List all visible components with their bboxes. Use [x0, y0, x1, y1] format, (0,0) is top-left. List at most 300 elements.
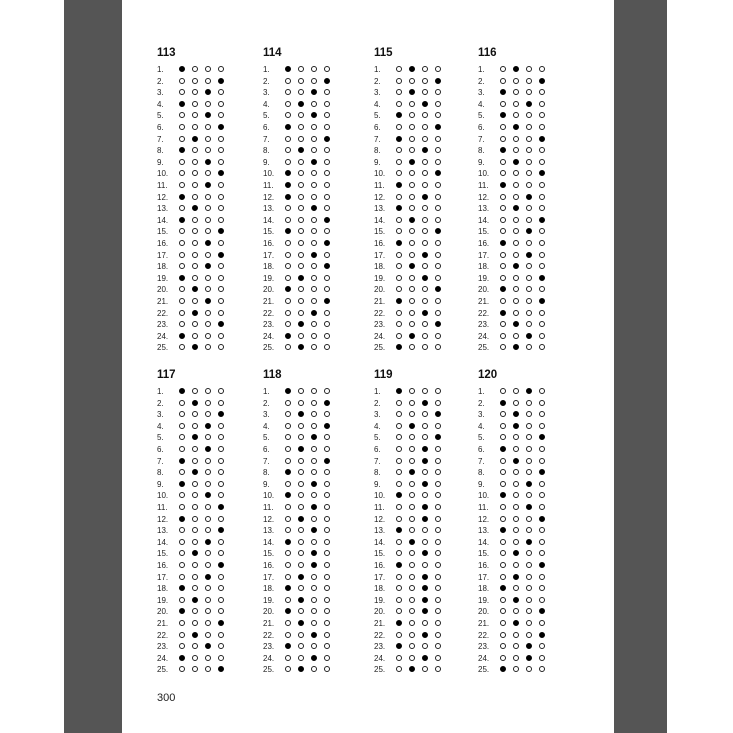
empty-bubble — [409, 101, 415, 107]
filled-bubble — [435, 228, 441, 234]
empty-bubble — [500, 205, 506, 211]
empty-bubble — [435, 504, 441, 510]
empty-bubble — [435, 310, 441, 316]
empty-bubble — [298, 298, 304, 304]
empty-bubble — [179, 159, 185, 165]
empty-bubble — [409, 585, 415, 591]
question-number: 11. — [478, 181, 489, 190]
question-number: 18. — [374, 584, 386, 594]
empty-bubble — [513, 298, 519, 304]
filled-bubble — [513, 124, 519, 130]
empty-bubble — [422, 469, 428, 475]
answer-row — [263, 479, 363, 491]
filled-bubble — [179, 655, 185, 661]
filled-bubble — [324, 240, 330, 246]
empty-bubble — [205, 321, 211, 327]
filled-bubble — [192, 400, 198, 406]
empty-bubble — [192, 170, 198, 176]
question-number: 20. — [478, 607, 490, 617]
empty-bubble — [435, 136, 441, 142]
empty-bubble — [192, 275, 198, 281]
empty-bubble — [298, 124, 304, 130]
empty-bubble — [435, 643, 441, 649]
question-number: 2. — [263, 76, 270, 86]
empty-bubble — [179, 527, 185, 533]
empty-bubble — [285, 434, 291, 440]
empty-bubble — [298, 550, 304, 556]
question-number: 7. — [157, 134, 164, 144]
empty-bubble — [298, 481, 304, 487]
empty-bubble — [298, 112, 304, 118]
answer-row — [157, 583, 257, 595]
empty-bubble — [324, 492, 330, 498]
empty-bubble — [396, 550, 402, 556]
empty-bubble — [311, 597, 317, 603]
empty-bubble — [179, 112, 185, 118]
empty-bubble — [179, 620, 185, 626]
empty-bubble — [179, 504, 185, 510]
empty-bubble — [539, 252, 545, 258]
empty-bubble — [205, 286, 211, 292]
empty-bubble — [500, 516, 506, 522]
empty-bubble — [422, 170, 428, 176]
empty-bubble — [285, 597, 291, 603]
question-number: 25. — [374, 665, 386, 675]
empty-bubble — [285, 252, 291, 258]
answer-row — [263, 595, 363, 607]
empty-bubble — [285, 504, 291, 510]
filled-bubble — [285, 286, 291, 292]
empty-bubble — [205, 217, 211, 223]
empty-bubble — [539, 159, 545, 165]
question-number: 20. — [374, 285, 386, 295]
question-number: 19. — [374, 595, 386, 605]
answer-row — [157, 99, 257, 111]
empty-bubble — [218, 458, 224, 464]
answer-row — [157, 490, 257, 502]
question-number: 24. — [478, 653, 490, 663]
answer-row — [478, 595, 578, 607]
question-number: 13. — [374, 204, 386, 214]
empty-bubble — [205, 620, 211, 626]
question-number: 2. — [157, 398, 164, 408]
empty-bubble — [526, 321, 532, 327]
empty-bubble — [396, 608, 402, 614]
empty-bubble — [192, 333, 198, 339]
question-number: 9. — [263, 157, 270, 167]
empty-bubble — [324, 286, 330, 292]
empty-bubble — [298, 182, 304, 188]
empty-bubble — [500, 539, 506, 545]
empty-bubble — [513, 101, 519, 107]
answer-row — [157, 308, 257, 320]
answer-block — [157, 46, 257, 354]
empty-bubble — [298, 66, 304, 72]
filled-bubble — [422, 504, 428, 510]
question-number: 8. — [374, 146, 381, 156]
filled-bubble — [179, 101, 185, 107]
empty-bubble — [324, 205, 330, 211]
empty-bubble — [179, 400, 185, 406]
empty-bubble — [539, 504, 545, 510]
filled-bubble — [396, 136, 402, 142]
empty-bubble — [298, 228, 304, 234]
empty-bubble — [179, 562, 185, 568]
question-number: 16. — [374, 239, 386, 248]
answer-row — [374, 479, 474, 491]
filled-bubble — [192, 550, 198, 556]
empty-bubble — [311, 469, 317, 475]
filled-bubble — [539, 516, 545, 522]
empty-bubble — [422, 298, 428, 304]
empty-bubble — [409, 310, 415, 316]
empty-bubble — [298, 310, 304, 316]
answer-row — [157, 456, 257, 468]
answer-row — [263, 641, 363, 653]
answer-row — [374, 145, 474, 157]
empty-bubble — [539, 481, 545, 487]
filled-bubble — [422, 516, 428, 522]
question-number: 9. — [157, 157, 164, 167]
answer-row — [263, 572, 363, 584]
empty-bubble — [526, 182, 532, 188]
empty-bubble — [324, 275, 330, 281]
question-number: 9. — [374, 479, 381, 489]
question-number: 5. — [478, 433, 485, 443]
empty-bubble — [422, 333, 428, 339]
answer-row — [478, 479, 578, 491]
filled-bubble — [311, 252, 317, 258]
question-number: 17. — [374, 572, 386, 582]
empty-bubble — [192, 321, 198, 327]
empty-bubble — [435, 205, 441, 211]
empty-bubble — [179, 263, 185, 269]
answer-row — [157, 319, 257, 331]
empty-bubble — [539, 666, 545, 672]
empty-bubble — [205, 66, 211, 72]
empty-bubble — [324, 597, 330, 603]
empty-bubble — [422, 321, 428, 327]
empty-bubble — [285, 666, 291, 672]
empty-bubble — [435, 344, 441, 350]
empty-bubble — [513, 400, 519, 406]
filled-bubble — [324, 458, 330, 464]
empty-bubble — [192, 504, 198, 510]
answer-block — [157, 368, 257, 676]
empty-bubble — [324, 481, 330, 487]
empty-bubble — [500, 481, 506, 487]
answer-row — [374, 398, 474, 410]
empty-bubble — [205, 655, 211, 661]
empty-bubble — [298, 492, 304, 498]
empty-bubble — [324, 666, 330, 672]
empty-bubble — [285, 446, 291, 452]
empty-bubble — [179, 205, 185, 211]
filled-bubble — [513, 411, 519, 417]
empty-bubble — [435, 101, 441, 107]
answer-row — [157, 595, 257, 607]
question-number: 9. — [374, 157, 381, 167]
filled-bubble — [205, 112, 211, 118]
empty-bubble — [179, 136, 185, 142]
answer-row — [263, 250, 363, 262]
question-number: 13. — [263, 526, 275, 536]
question-number: 15. — [478, 549, 490, 559]
empty-bubble — [539, 112, 545, 118]
empty-bubble — [311, 643, 317, 649]
question-number: 10. — [263, 169, 275, 179]
question-number: 21. — [263, 619, 275, 628]
empty-bubble — [526, 78, 532, 84]
answer-row — [478, 467, 578, 479]
empty-bubble — [500, 275, 506, 281]
answer-block — [374, 46, 474, 354]
filled-bubble — [324, 400, 330, 406]
filled-bubble — [422, 310, 428, 316]
answer-row — [478, 664, 578, 676]
empty-bubble — [435, 66, 441, 72]
empty-bubble — [526, 434, 532, 440]
empty-bubble — [409, 112, 415, 118]
question-number: 23. — [263, 320, 275, 330]
filled-bubble — [500, 527, 506, 533]
empty-bubble — [409, 286, 415, 292]
question-number: 19. — [263, 595, 275, 605]
answer-row — [374, 525, 474, 537]
filled-bubble — [526, 333, 532, 339]
empty-bubble — [218, 597, 224, 603]
empty-bubble — [422, 205, 428, 211]
empty-bubble — [311, 458, 317, 464]
question-number: 2. — [374, 398, 381, 408]
answer-row — [157, 502, 257, 514]
filled-bubble — [298, 411, 304, 417]
question-number: 8. — [157, 146, 164, 156]
empty-bubble — [435, 481, 441, 487]
question-number: 1. — [157, 65, 164, 74]
empty-bubble — [218, 550, 224, 556]
answer-row — [263, 238, 363, 250]
answer-row — [263, 467, 363, 479]
filled-bubble — [298, 101, 304, 107]
empty-bubble — [324, 516, 330, 522]
filled-bubble — [205, 240, 211, 246]
empty-bubble — [298, 643, 304, 649]
empty-bubble — [298, 136, 304, 142]
empty-bubble — [192, 252, 198, 258]
answer-row — [374, 606, 474, 618]
answer-row — [157, 537, 257, 549]
filled-bubble — [179, 217, 185, 223]
empty-bubble — [396, 275, 402, 281]
answer-row — [263, 145, 363, 157]
empty-bubble — [500, 263, 506, 269]
filled-bubble — [526, 539, 532, 545]
question-number: 9. — [478, 479, 485, 489]
filled-bubble — [298, 321, 304, 327]
filled-bubble — [526, 101, 532, 107]
empty-bubble — [298, 252, 304, 258]
empty-bubble — [179, 286, 185, 292]
answer-row — [263, 560, 363, 572]
question-number: 22. — [263, 630, 275, 640]
empty-bubble — [500, 504, 506, 510]
answer-row — [478, 432, 578, 444]
filled-bubble — [285, 492, 291, 498]
empty-bubble — [435, 562, 441, 568]
filled-bubble — [526, 481, 532, 487]
answer-row — [374, 432, 474, 444]
empty-bubble — [179, 298, 185, 304]
empty-bubble — [192, 263, 198, 269]
question-number: 13. — [478, 526, 490, 536]
empty-bubble — [513, 388, 519, 394]
empty-bubble — [179, 321, 185, 327]
empty-bubble — [539, 228, 545, 234]
empty-bubble — [513, 434, 519, 440]
empty-bubble — [396, 458, 402, 464]
empty-bubble — [179, 89, 185, 95]
empty-bubble — [435, 516, 441, 522]
empty-bubble — [298, 469, 304, 475]
empty-bubble — [513, 286, 519, 292]
empty-bubble — [311, 321, 317, 327]
empty-bubble — [285, 263, 291, 269]
question-number: 12. — [263, 514, 275, 524]
empty-bubble — [422, 388, 428, 394]
filled-bubble — [500, 147, 506, 153]
empty-bubble — [513, 585, 519, 591]
filled-bubble — [285, 388, 291, 394]
filled-bubble — [205, 492, 211, 498]
filled-bubble — [311, 310, 317, 316]
answer-row — [478, 525, 578, 537]
empty-bubble — [285, 205, 291, 211]
answer-row — [157, 296, 257, 308]
empty-bubble — [396, 89, 402, 95]
empty-bubble — [526, 263, 532, 269]
empty-bubble — [526, 597, 532, 603]
filled-bubble — [500, 286, 506, 292]
answer-row — [157, 664, 257, 676]
question-number: 22. — [157, 308, 169, 318]
question-number: 14. — [157, 215, 169, 225]
empty-bubble — [285, 275, 291, 281]
empty-bubble — [422, 643, 428, 649]
answer-row — [374, 168, 474, 180]
answer-row — [263, 664, 363, 676]
empty-bubble — [218, 240, 224, 246]
filled-bubble — [285, 170, 291, 176]
empty-bubble — [324, 228, 330, 234]
empty-bubble — [435, 423, 441, 429]
answer-row — [263, 630, 363, 642]
answer-row — [157, 76, 257, 88]
answer-row — [157, 284, 257, 296]
question-number: 25. — [263, 665, 275, 675]
question-number: 12. — [478, 192, 490, 202]
empty-bubble — [513, 182, 519, 188]
empty-bubble — [396, 101, 402, 107]
empty-bubble — [396, 310, 402, 316]
filled-bubble — [500, 585, 506, 591]
filled-bubble — [513, 574, 519, 580]
question-number: 22. — [374, 308, 386, 318]
empty-bubble — [500, 159, 506, 165]
empty-bubble — [435, 458, 441, 464]
answer-row — [263, 273, 363, 285]
empty-bubble — [435, 240, 441, 246]
filled-bubble — [285, 608, 291, 614]
empty-bubble — [500, 643, 506, 649]
empty-bubble — [435, 194, 441, 200]
empty-bubble — [298, 89, 304, 95]
question-number: 14. — [374, 537, 386, 547]
filled-bubble — [311, 655, 317, 661]
answer-row — [478, 157, 578, 169]
empty-bubble — [324, 643, 330, 649]
question-number: 23. — [157, 320, 169, 330]
empty-bubble — [311, 275, 317, 281]
empty-bubble — [285, 550, 291, 556]
answer-row — [374, 331, 474, 343]
empty-bubble — [513, 608, 519, 614]
answer-row — [263, 421, 363, 433]
answer-row — [374, 87, 474, 99]
empty-bubble — [513, 89, 519, 95]
empty-bubble — [192, 655, 198, 661]
filled-bubble — [179, 608, 185, 614]
question-number: 15. — [478, 227, 490, 237]
question-number: 6. — [263, 445, 270, 454]
filled-bubble — [192, 469, 198, 475]
empty-bubble — [396, 217, 402, 223]
empty-bubble — [324, 574, 330, 580]
empty-bubble — [205, 310, 211, 316]
empty-bubble — [539, 458, 545, 464]
empty-bubble — [513, 632, 519, 638]
empty-bubble — [311, 400, 317, 406]
empty-bubble — [526, 136, 532, 142]
empty-bubble — [205, 252, 211, 258]
empty-bubble — [435, 275, 441, 281]
empty-bubble — [192, 217, 198, 223]
empty-bubble — [285, 620, 291, 626]
empty-bubble — [526, 89, 532, 95]
question-number: 6. — [157, 123, 164, 132]
answer-row — [263, 606, 363, 618]
empty-bubble — [422, 666, 428, 672]
question-number: 2. — [157, 76, 164, 86]
empty-bubble — [500, 321, 506, 327]
empty-bubble — [192, 423, 198, 429]
empty-bubble — [311, 170, 317, 176]
filled-bubble — [205, 298, 211, 304]
empty-bubble — [205, 228, 211, 234]
empty-bubble — [311, 411, 317, 417]
answer-row — [478, 456, 578, 468]
answer-row — [157, 618, 257, 630]
answer-row — [157, 572, 257, 584]
question-number: 6. — [478, 123, 485, 132]
answer-row — [374, 296, 474, 308]
empty-bubble — [500, 562, 506, 568]
question-number: 17. — [263, 250, 275, 260]
empty-bubble — [285, 481, 291, 487]
answer-row — [157, 226, 257, 238]
answer-row — [374, 560, 474, 572]
question-number: 19. — [263, 273, 275, 283]
